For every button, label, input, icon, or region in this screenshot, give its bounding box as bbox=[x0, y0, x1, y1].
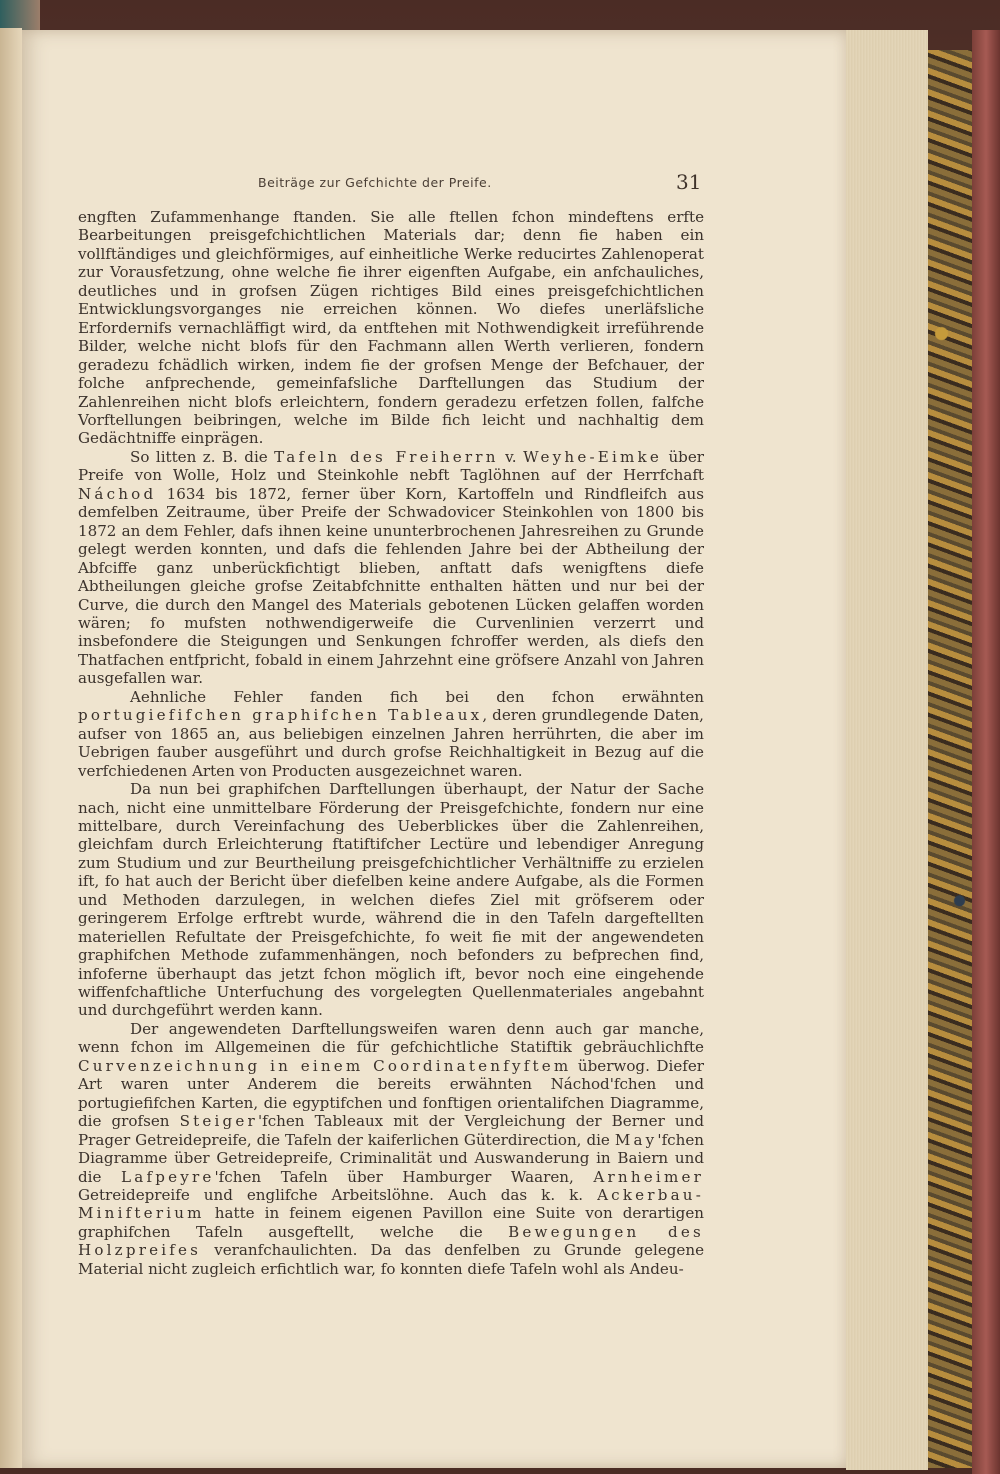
text-run: , deren grundlegende Daten, aufser von 1865 an, aus beliebigen einzelnen Jahren herrührten, die aber im Uebrigen fauber ausgeführt und durch grofse Reichhaltigkeit in Bezug auf die verfchiedenen Arten von Producten ausgezeichnet waren. bbox=[78, 706, 704, 780]
text-run: 'fchen Diagramme über Getreidepreife, Criminalität und Auswanderung in Baiern und die bbox=[78, 1130, 704, 1186]
page-number: 31 bbox=[676, 170, 702, 194]
paragraph bbox=[78, 208, 704, 448]
paragraph bbox=[78, 688, 704, 780]
spaced-emphasis: Arnheimer bbox=[593, 1167, 704, 1186]
running-head: Beiträge zur Gefchichte der Preife. bbox=[258, 175, 492, 190]
text-run: 1634 bis 1872, ferner über Korn, Kartoffeln und Rindfleifch aus demfelben Zeitraume, über Preife der Schwadovicer Steinkohlen von 1800 bis 1872 an dem Fehler, dafs ihnen keine ununterbrochenen Jahresreihen zu Grunde gelegt werden konnten, und dafs die fehlenden Jahre bei der Abtheilung der Abfciffe ganz unberückfichtigt blieben, anftatt dafs wenigftens diefe Abtheilungen gleiche grofse Zeitabfchnitte enthalten hätten und nur bei der Curve, die durch den Mangel des Materials gebotenen Lücken gelaffen worden wären; fo mufsten nothwendigerweife die Curvenlinien verzerrt und insbefondere die Steigungen und Senkungen fchroffer werden, als diefs den Thatfachen entfpricht, fobald in einem Jahrzehnt eine gröfsere Anzahl von Jahren ausgefallen war. bbox=[78, 484, 704, 688]
text-run: über Preife von Wolle, Holz und Steinkohle nebft Taglöhnen auf der Herrfchaft bbox=[78, 447, 704, 485]
text-run: Aehnliche Fehler fanden fich bei den fchon erwähnten bbox=[130, 687, 704, 706]
spaced-emphasis: Lafpeyre bbox=[121, 1167, 215, 1186]
marbled-edge bbox=[928, 50, 973, 1468]
spaced-emphasis: Náchod bbox=[78, 484, 157, 503]
text-run: überwog. Diefer Art waren unter Anderem die bereits erwähnten Náchod'fchen und portugiefifchen Karten, die egyptifchen und fonftigen orientalifchen Diagramme, die grofsen bbox=[78, 1056, 704, 1131]
text-run: hatte in feinem eigenen Pavillon eine Suite von derartigen graphifchen Tafeln ausgeftellt, welche die bbox=[78, 1204, 704, 1241]
text-run: v. bbox=[498, 447, 524, 466]
spaced-emphasis: Ackerbau-Minifterium bbox=[78, 1186, 704, 1223]
paragraph bbox=[78, 780, 704, 1020]
text-run: Der angewendeten Darftellungsweifen waren denn auch gar manche, wenn fchon im Allgemeinen die für gefchichtliche Statiftik gebräuchlichfte bbox=[78, 1019, 704, 1057]
left-page-edge bbox=[0, 28, 22, 1468]
spaced-emphasis: Curvenzeichnung in einem Coordinatenfyftem bbox=[78, 1056, 572, 1075]
text-run: 'fchen Tafeln über Hamburger Waaren, bbox=[214, 1167, 594, 1186]
text-run: 'fchen Tableaux mit der Vergleichung der Berner und Prager Getreidepreife, die Tafeln der kaiferlichen Güterdirection, die bbox=[78, 1112, 704, 1149]
paragraph bbox=[78, 1020, 704, 1278]
spaced-emphasis: May bbox=[614, 1130, 658, 1149]
page-edges bbox=[846, 30, 928, 1470]
text-run: Getreidepreife und englifche Arbeitslöhne. Auch das k. k. bbox=[78, 1186, 598, 1205]
spaced-emphasis: Weyhe-Eimke bbox=[523, 447, 662, 466]
text-run: engften Zufammenhange ftanden. Sie alle ftellen fchon mindeftens erfte Bearbeitungen preisgefchichtlichen Materials dar; denn fie haben ein vollftändiges und gleichförmiges, auf einheitliche Werke reducirtes Zahlenoperat zur Vorausfetzung, ohne welche fie ihrer eigenften Aufgabe, ein anfchauliches, deutliches und in grofsen Zügen richtiges Bild eines preisgefchichtlichen Entwicklungsvorganges nie erreichen können. Wo diefes unerläfsliche Erfordernifs vernachläffigt wird, da entftehen mit Nothwendigkeit irreführende Bilder, welche nicht blofs für den Fachmann allen Werth verlieren, fondern geradezu fchädlich wirken, indem fie der grofsen Menge der Befchauer, der folche anfprechende, gemeinfafsliche Darftellungen das Studium der Zahlenreihen nicht blofs erleichtern, fondern geradezu erfetzen follen, falfche Vorftellungen beibringen, welche im Bilde fich leicht und nachhaltig dem Gedächtniffe einprägen. bbox=[78, 208, 704, 448]
left-binding-strip bbox=[0, 0, 40, 30]
paragraph bbox=[78, 448, 704, 688]
spaced-emphasis: Steiger bbox=[179, 1112, 258, 1131]
spaced-emphasis: Tafeln des Freiherrn bbox=[274, 447, 499, 466]
body-text bbox=[78, 208, 704, 1278]
spaced-emphasis: Bewegungen des Holzpreifes bbox=[78, 1222, 704, 1260]
text-run: Da nun bei graphifchen Darftellungen überhaupt, der Natur der Sache nach, nicht eine unmittelbare Förderung der Preisgefchichte, fondern nur eine mittelbare, durch Vereinfachung des Ueberblickes über die Zahlenreihen, gleichfam durch Erleichterung ftatiftifcher Lectüre und lebendiger Anregung zum Studium und zur Beurtheilung preisgefchichtlicher Verhältniffe zu erzielen ift, fo hat auch der Bericht über diefelben keine andere Aufgabe, als die Formen und Methoden darzulegen, in welchen diefes Ziel mit gröfserem oder geringerem Erfolge erftrebt wurde, während die in den Tafeln dargeftellten materiellen Refultate der Preisgefchichte, fo weit fie mit der angewendeten graphifchen Methode zufammenhängen, noch befonders zu befprechen find, infoferne überhaupt das jetzt fchon möglich ift, bevor noch eine eingehende wiffenfchaftliche Unterfuchung des vorgelegten Quellenmateriales angebahnt und durchgeführt werden kann. bbox=[78, 780, 704, 1020]
book-cover-edge bbox=[972, 30, 1000, 1474]
text-run: So litten z. B. die bbox=[130, 447, 275, 466]
spaced-emphasis: portugiefifchen graphifchen Tableaux bbox=[78, 706, 483, 725]
text-run: veranfchaulichten. Da das denfelben zu Grunde gelegene Material nicht zugleich erfichtlich war, fo konnten diefe Tafeln wohl als Andeu- bbox=[78, 1241, 704, 1278]
